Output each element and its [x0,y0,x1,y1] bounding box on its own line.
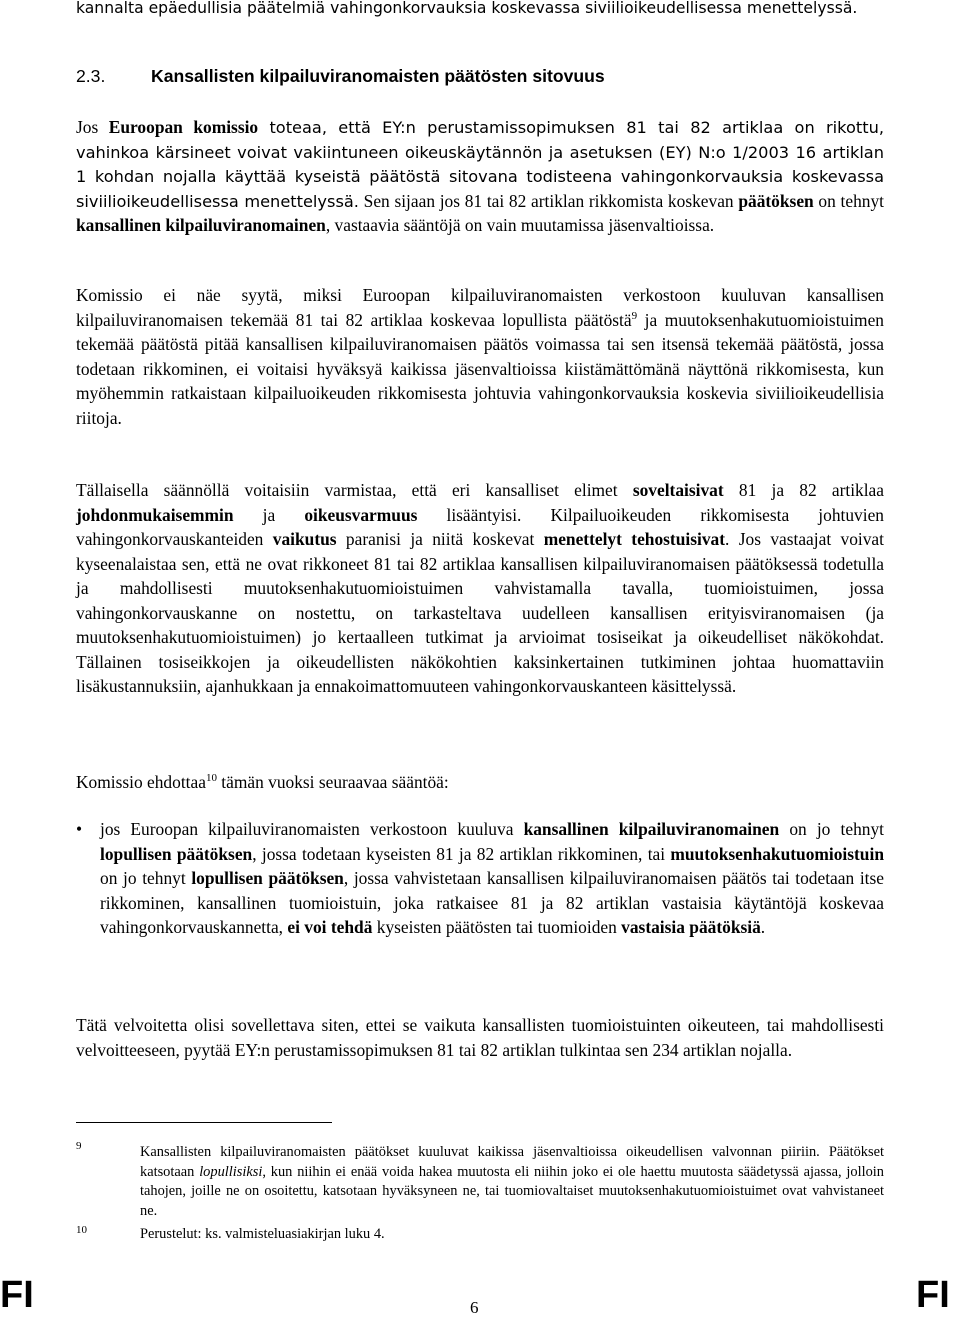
emphasis: Euroopan komissio [108,117,259,137]
continued-paragraph: kannalta epäedullisia päätelmiä vahingonkorvauksia koskevassa siviilioikeudellisessa menettelyssä. [76,0,858,17]
text: on jo tehnyt [779,819,884,839]
text: lisääntyisi. Kilpailuoikeuden rikkomisesta johtuvien vahingonkorvauskanteiden [76,504,884,549]
emphasis: lopullisen päätöksen [191,868,344,888]
paragraph-3 [76,478,884,699]
text: ja muutoksenhakutuomioistuimen tekemää päätöstä pitää kansallisen kilpailuviranomaisen päätös voimassa tai sen itsensä tekemää päätöstä, jossa todetaan rikkominen, ei voitaisi hyväksyä kaikissa jäsenvaltioissa kiistämättömänä näyttönä rikkomisesta, kun myöhemmin ratkaistaan kilpailuoikeuden rikkomisesta johtuvia vahingonkorvauksia koskevia siviilioikeudellisia riitoja. [76,309,884,428]
footnote-10: Perustelut: ks. valmisteluasiakirjan luku 4. [140,1226,385,1242]
text: on jo tehnyt [100,868,192,888]
text: paranisi ja niitä koskevat [336,529,544,549]
emphasis: ei voi tehdä [287,917,373,937]
text: , kun niihin ei enää voida hakea muutosta eli niihin joko ei ole haettu muutosta säädetyssä ajassa, jolloin tahojen, joille ne on osoitettu, katsotaan hyväksyneen ne, tai tuomiovaltaiset muutoksenhakutuomioistuimet ovat vahvistaneet ne. [140,1163,884,1219]
paragraph-4 [76,770,884,795]
text: Jos [76,117,109,137]
text: , jossa vahvistetaan kansallisen kilpailuviranomaisen päätös tai todetaan itse rikkominen, kansallinen tuomioistuin, joka ratkaisee 81 ja 82 artiklan vastaisia käytäntöjä koskevaa vahingonkorvauskannetta, [100,868,884,937]
text: toteaa, että EY:n perustamissopimuksen 81 tai 82 artiklaa on rikottu, vahinkoa kärsineet voivat vakiintuneen oikeuskäytännön ja asetuksen (EY) N:o 1/2003 16 artiklan 1 kohdan nojalla käyttää kyseistä päätöstä sitovana todisteena vahingonkorvauksia koskevassa siviilioikeudellisessa menettelyssä. [76,118,884,211]
section-number: 2.3. [76,66,106,86]
text: . Jos vastaajat voivat kyseenalaistaa sen, että ne ovat rikkoneet 81 tai 82 artiklaa kansallisen kilpailuviranomaisen päätöksessä todetulla ja mahdollisesti muutoksenhakutuomioistuimen vahvistamalla tavalla, tuomioistuimen, jossa vahingonkorvauskanne on nostettu, on tarkasteltava uudelleen kansallisen erityisviranomaisen (ja muutoksenhakutuomioistuimen) jo kertaalleen tutkimat ja arvioimat tosiseikat ja oikeudelliset näkökohdat. Tällainen tosiseikkojen ja oikeudellisten näkökohtien kaksinkertainen tutkiminen johtaa huomattaviin lisäkustannuksiin, ajanhukkaan ja ennakoimattomuuteen vahingonkorvauskanteen käsittelyssä. [76,529,884,696]
text: Tällaisella säännöllä voitaisiin varmistaa, että eri kansalliset elimet [76,480,633,500]
paragraph-2 [76,283,884,430]
footnote-number-10: 10 [76,1224,87,1236]
bullet-item [100,817,884,940]
text: Komissio ehdottaa [76,772,206,792]
text: Komissio ei näe syytä, miksi Euroopan kilpailuviranomaisten verkostoon kuuluvan kansallisen kilpailuviranomaisen tekemää 81 tai 82 artiklaa koskevaa lopullista päätöstä [76,285,884,330]
emphasis: lopullisen päätöksen [100,843,253,864]
emphasis: kansallinen kilpailuviranomainen [76,215,326,235]
text: kyseisten päätösten tai tuomioiden [372,917,622,937]
emphasis: menettelyt tehostuisivat [543,529,726,549]
emphasis: oikeusvarmuus [304,504,418,525]
language-code-left: FI [0,1274,34,1316]
text: ja [233,504,305,525]
text: tämän vuoksi seuraavaa sääntöä: [216,772,449,792]
section-heading [76,66,605,87]
text: on tehnyt [813,190,884,211]
bullet-icon: • [76,819,83,839]
paragraph-1 [76,115,884,238]
emphasis: päätöksen [738,190,814,211]
text: 81 ja 82 artiklaa [723,480,884,500]
footnote-9 [140,1143,884,1221]
language-code-right: FI [916,1274,950,1316]
emphasis: soveltaisivat [632,480,724,500]
text: , jossa todetaan kyseisten 81 ja 82 artiklan rikkominen, tai [252,843,671,864]
text: . [760,917,766,937]
emphasis: muutoksenhakutuomioistuin [670,843,884,864]
page-number: 6 [470,1298,479,1317]
emphasis: kansallinen kilpailuviranomainen [523,819,780,839]
footnote-ref-10[interactable]: 10 [205,772,217,784]
footnote-divider [76,1122,332,1123]
emphasis: lopullisiksi [199,1163,263,1180]
section-title: Kansallisten kilpailuviranomaisten päätösten sitovuus [151,66,605,86]
text: jos Euroopan kilpailuviranomaisten verkostoon kuuluva [100,819,524,839]
text: Kansallisten kilpailuviranomaisten päätökset kuuluvat kaikissa jäsenvaltioissa oikeudellisen valvonnan piiriin. Päätökset katsotaan [140,1144,884,1180]
text: , vastaavia sääntöjä on vain muutamissa jäsenvaltioissa. [325,215,715,235]
footnote-number-9: 9 [76,1140,82,1152]
emphasis: vaikutus [272,529,337,549]
emphasis: johdonmukaisemmin [76,504,234,525]
text: Sen sijaan jos 81 tai 82 artiklan rikkomista koskevan [358,190,739,211]
emphasis: vastaisia päätöksiä [621,917,761,937]
paragraph-5: Tätä velvoitetta olisi sovellettava siten, ettei se vaikuta kansallisten tuomioistuinten oikeuteen, tai mahdollisesti velvoitteeseen, pyytää EY:n perustamissopimuksen 81 tai 82 artiklan tulkintaa sen 234 artiklan nojalla. [76,1015,884,1060]
footnote-ref-9[interactable]: 9 [631,309,638,322]
